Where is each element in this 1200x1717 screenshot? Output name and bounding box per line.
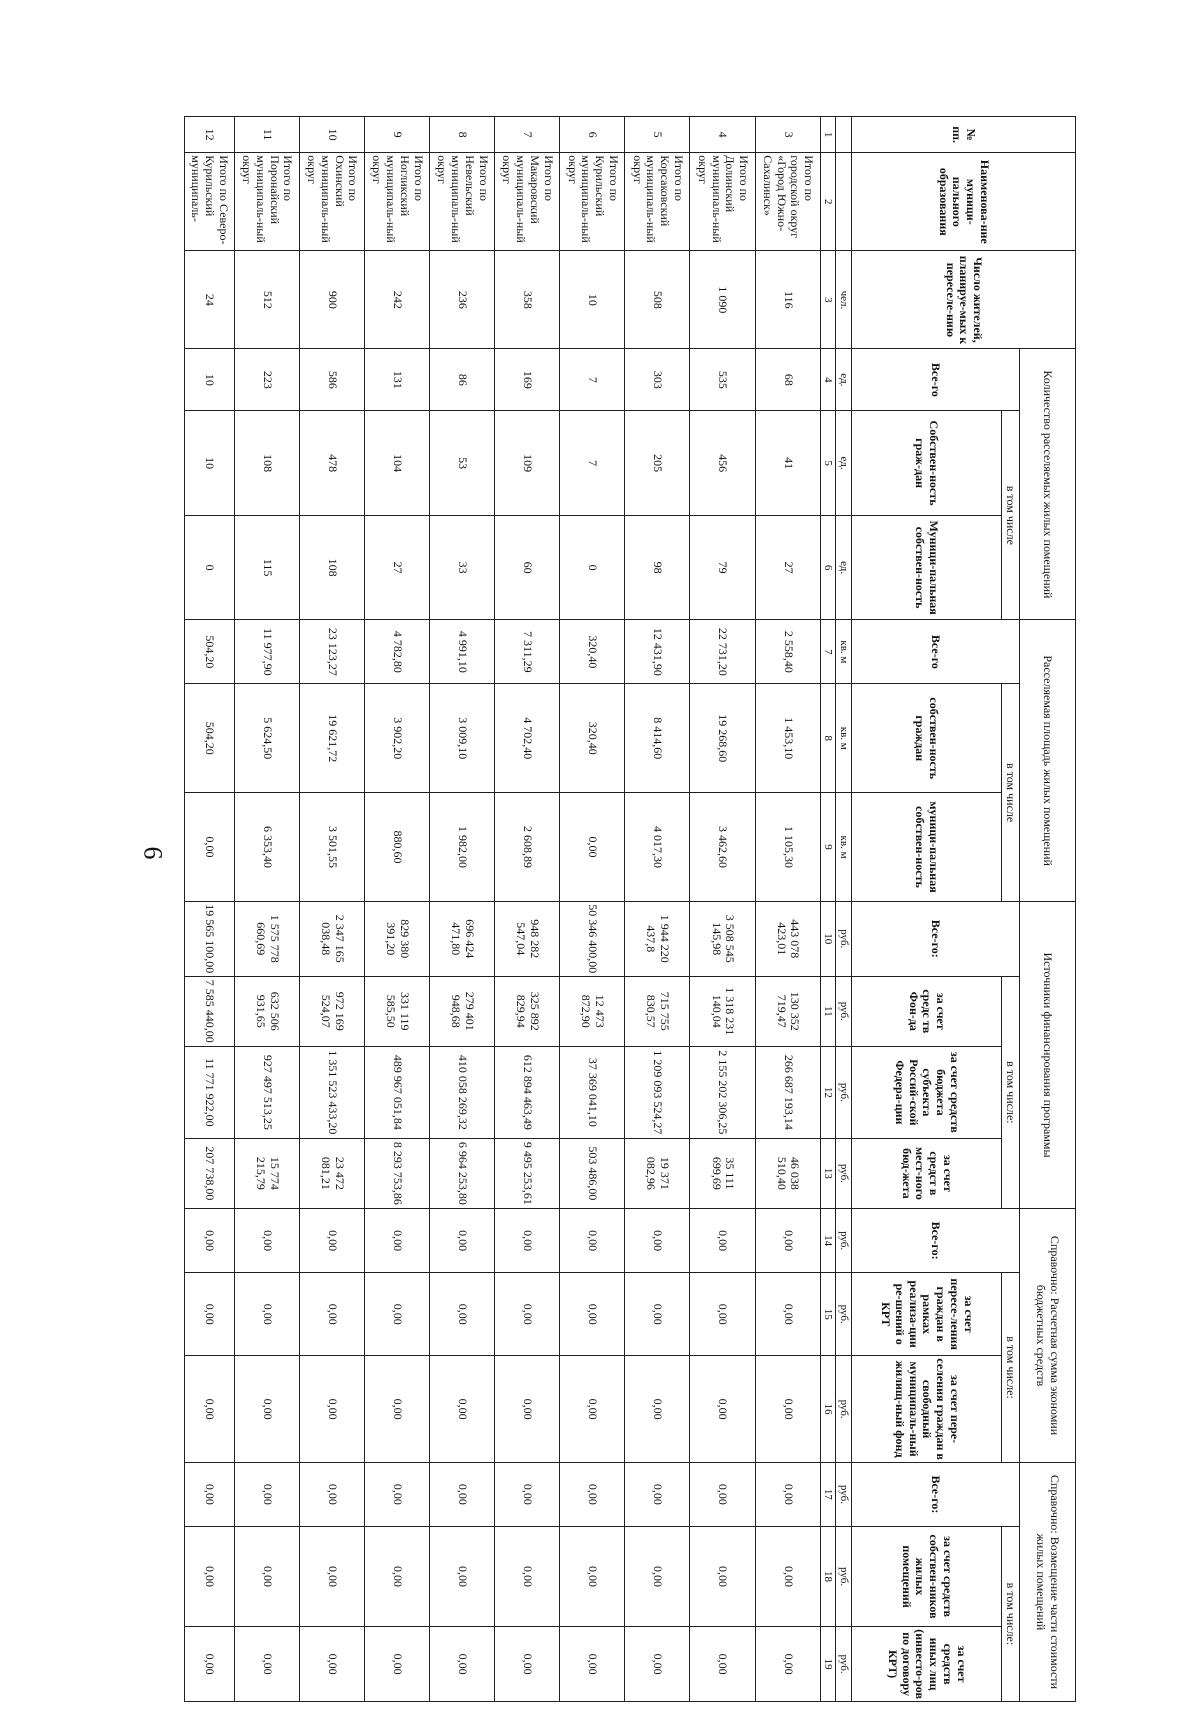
cell-fin-local: 8 293 753,86 bbox=[364, 1138, 429, 1208]
table-body bbox=[185, 117, 821, 1702]
cell-econ-total: 0,00 bbox=[185, 1209, 235, 1273]
cell-econ-total: 0,00 bbox=[755, 1209, 820, 1273]
cell-econ-krt: 0,00 bbox=[430, 1273, 495, 1356]
cell-area-mun: 3 462,60 bbox=[690, 793, 755, 902]
column-number-cell: 5 bbox=[820, 411, 836, 516]
cell-comp-total: 0,00 bbox=[364, 1462, 429, 1526]
cell-area-total: 23 123,27 bbox=[299, 620, 364, 684]
header-c18: за счет средств собствен-ников жилых помещений bbox=[852, 1526, 1002, 1626]
cell-fin-fund: 715 755 830,57 bbox=[625, 976, 690, 1046]
cell-fin-subj: 266 687 193,14 bbox=[755, 1046, 820, 1138]
cell-comp-total: 0,00 bbox=[755, 1462, 820, 1526]
cell-fin-fund: 1 318 231 140,04 bbox=[690, 976, 755, 1046]
header-c8: собствен-ность граждан bbox=[852, 684, 1002, 793]
cell-residents: 236 bbox=[430, 251, 495, 349]
cell-comp-other: 0,00 bbox=[185, 1627, 235, 1702]
cell-name: Итого по Макаровский муниципаль-ный округ bbox=[495, 153, 560, 251]
cell-comp-own: 0,00 bbox=[495, 1526, 560, 1626]
cell-econ-total: 0,00 bbox=[690, 1209, 755, 1273]
cell-comp-total: 0,00 bbox=[690, 1462, 755, 1526]
unit-cell: кв. м bbox=[836, 620, 852, 684]
table-row bbox=[234, 117, 299, 1702]
cell-residents: 24 bbox=[185, 251, 235, 349]
table-row bbox=[299, 117, 364, 1702]
header-incl-count: в том числе bbox=[1002, 411, 1020, 620]
unit-cell: чел. bbox=[836, 251, 852, 349]
header-c7: Все-го bbox=[852, 620, 1020, 684]
header-c13: за счет средст в мест-ного бюд-жета bbox=[852, 1138, 1002, 1208]
cell-name: Итого по Долинский муниципаль-ный округ bbox=[690, 153, 755, 251]
cell-no: 11 bbox=[234, 117, 299, 153]
cell-fin-fund: 325 892 829,94 bbox=[495, 976, 560, 1046]
column-number-cell: 7 bbox=[820, 620, 836, 684]
cell-residents: 242 bbox=[364, 251, 429, 349]
cell-area-total: 4 782,80 bbox=[364, 620, 429, 684]
column-number-cell: 2 bbox=[820, 153, 836, 251]
cell-area-total: 4 991,10 bbox=[430, 620, 495, 684]
cell-econ-total: 0,00 bbox=[234, 1209, 299, 1273]
cell-fin-subj: 1 209 093 524,27 bbox=[625, 1046, 690, 1138]
cell-fin-local: 35 111 699,69 bbox=[690, 1138, 755, 1208]
cell-area-total: 7 311,29 bbox=[495, 620, 560, 684]
cell-area-own: 3 009,10 bbox=[430, 684, 495, 793]
cell-cnt-mun: 79 bbox=[690, 515, 755, 620]
cell-name: Итого по Северо-Курильский муниципаль- bbox=[185, 153, 235, 251]
cell-econ-krt: 0,00 bbox=[299, 1273, 364, 1356]
cell-fin-local: 207 738,00 bbox=[185, 1138, 235, 1208]
cell-fin-subj: 2 155 202 306,25 bbox=[690, 1046, 755, 1138]
cell-no: 6 bbox=[560, 117, 625, 153]
cell-name: Итого по Ногликский муниципаль-ный округ bbox=[364, 153, 429, 251]
cell-fin-subj: 927 497 513,25 bbox=[234, 1046, 299, 1138]
header-c16: за счет пере-селения граждан в свободный муниципаль-ный жилищ-ный фонд bbox=[852, 1356, 1002, 1463]
cell-comp-total: 0,00 bbox=[560, 1462, 625, 1526]
cell-area-total: 12 431,90 bbox=[625, 620, 690, 684]
unit-cell: руб. bbox=[836, 1356, 852, 1463]
resettlement-table bbox=[184, 116, 1076, 1702]
cell-no: 7 bbox=[495, 117, 560, 153]
column-number-row bbox=[820, 117, 836, 1702]
header-c5: Собствен-ность граж-дан bbox=[852, 411, 1002, 516]
cell-fin-total: 3 508 545 145,98 bbox=[690, 901, 755, 976]
table-row bbox=[625, 117, 690, 1702]
cell-econ-free: 0,00 bbox=[560, 1356, 625, 1463]
cell-area-own: 5 624,50 bbox=[234, 684, 299, 793]
page-number: 6 bbox=[138, 846, 168, 860]
cell-cnt-total: 68 bbox=[755, 349, 820, 411]
header-c11: за счет средс тв Фон-да bbox=[852, 976, 1002, 1046]
cell-comp-other: 0,00 bbox=[364, 1627, 429, 1702]
cell-fin-total: 948 282 547,04 bbox=[495, 901, 560, 976]
cell-area-mun: 0,00 bbox=[560, 793, 625, 902]
cell-comp-own: 0,00 bbox=[690, 1526, 755, 1626]
cell-residents: 116 bbox=[755, 251, 820, 349]
column-number-cell: 10 bbox=[820, 901, 836, 976]
units-row bbox=[836, 117, 852, 1702]
cell-area-total: 11 977,90 bbox=[234, 620, 299, 684]
cell-residents: 358 bbox=[495, 251, 560, 349]
cell-area-own: 320,40 bbox=[560, 684, 625, 793]
cell-fin-total: 1 575 778 660,69 bbox=[234, 901, 299, 976]
cell-fin-total: 443 078 423,01 bbox=[755, 901, 820, 976]
cell-econ-free: 0,00 bbox=[625, 1356, 690, 1463]
header-no: № пп. bbox=[852, 117, 1076, 153]
unit-cell: ед. bbox=[836, 349, 852, 411]
cell-comp-own: 0,00 bbox=[560, 1526, 625, 1626]
cell-econ-total: 0,00 bbox=[495, 1209, 560, 1273]
cell-cnt-total: 223 bbox=[234, 349, 299, 411]
cell-cnt-mun: 115 bbox=[234, 515, 299, 620]
table-row bbox=[755, 117, 820, 1702]
cell-econ-total: 0,00 bbox=[430, 1209, 495, 1273]
cell-econ-free: 0,00 bbox=[495, 1356, 560, 1463]
cell-area-mun: 0,00 bbox=[185, 793, 235, 902]
cell-residents: 1 090 bbox=[690, 251, 755, 349]
unit-cell: кв. м bbox=[836, 684, 852, 793]
cell-no: 10 bbox=[299, 117, 364, 153]
cell-cnt-mun: 0 bbox=[185, 515, 235, 620]
column-number-cell: 18 bbox=[820, 1526, 836, 1626]
cell-comp-other: 0,00 bbox=[234, 1627, 299, 1702]
cell-fin-subj: 612 894 463,49 bbox=[495, 1046, 560, 1138]
cell-residents: 508 bbox=[625, 251, 690, 349]
cell-fin-total: 50 346 400,00 bbox=[560, 901, 625, 976]
cell-cnt-mun: 27 bbox=[364, 515, 429, 620]
column-number-cell: 9 bbox=[820, 793, 836, 902]
cell-cnt-total: 7 bbox=[560, 349, 625, 411]
cell-cnt-total: 131 bbox=[364, 349, 429, 411]
cell-cnt-mun: 60 bbox=[495, 515, 560, 620]
cell-econ-free: 0,00 bbox=[755, 1356, 820, 1463]
cell-comp-total: 0,00 bbox=[299, 1462, 364, 1526]
cell-cnt-own: 109 bbox=[495, 411, 560, 516]
cell-comp-own: 0,00 bbox=[364, 1526, 429, 1626]
cell-cnt-own: 41 bbox=[755, 411, 820, 516]
cell-econ-krt: 0,00 bbox=[625, 1273, 690, 1356]
cell-area-mun: 3 501,55 bbox=[299, 793, 364, 902]
cell-cnt-own: 53 bbox=[430, 411, 495, 516]
cell-residents: 512 bbox=[234, 251, 299, 349]
cell-fin-local: 6 964 253,80 bbox=[430, 1138, 495, 1208]
cell-area-mun: 1 982,00 bbox=[430, 793, 495, 902]
unit-cell: руб. bbox=[836, 1046, 852, 1138]
header-c14: Все-го: bbox=[852, 1209, 1020, 1273]
cell-econ-total: 0,00 bbox=[299, 1209, 364, 1273]
unit-cell: руб. bbox=[836, 1462, 852, 1526]
header-c6: Муници-пальная собствен-ность bbox=[852, 515, 1002, 620]
unit-cell: ед. bbox=[836, 411, 852, 516]
cell-comp-own: 0,00 bbox=[755, 1526, 820, 1626]
unit-cell: руб. bbox=[836, 1526, 852, 1626]
cell-fin-local: 503 486,00 bbox=[560, 1138, 625, 1208]
column-number-cell: 3 bbox=[820, 251, 836, 349]
cell-econ-free: 0,00 bbox=[690, 1356, 755, 1463]
header-c10: Все-го: bbox=[852, 901, 1020, 976]
cell-area-own: 504,20 bbox=[185, 684, 235, 793]
cell-comp-total: 0,00 bbox=[185, 1462, 235, 1526]
table-row bbox=[690, 117, 755, 1702]
cell-area-own: 19 621,72 bbox=[299, 684, 364, 793]
cell-no: 3 bbox=[755, 117, 820, 153]
column-number-cell: 8 bbox=[820, 684, 836, 793]
cell-fin-subj: 11 771 922,00 bbox=[185, 1046, 235, 1138]
header-c19: за счет средств иных лиц (инвесто-ров по договору КРТ) bbox=[852, 1627, 1002, 1702]
unit-cell: руб. bbox=[836, 1273, 852, 1356]
cell-comp-other: 0,00 bbox=[690, 1627, 755, 1702]
cell-fin-fund: 632 506 931,65 bbox=[234, 976, 299, 1046]
cell-area-total: 320,40 bbox=[560, 620, 625, 684]
column-number-cell: 12 bbox=[820, 1046, 836, 1138]
unit-cell: ед. bbox=[836, 515, 852, 620]
rotated-table-container bbox=[184, 116, 1076, 1702]
cell-fin-subj: 489 967 051,84 bbox=[364, 1046, 429, 1138]
cell-cnt-mun: 108 bbox=[299, 515, 364, 620]
cell-no: 9 bbox=[364, 117, 429, 153]
cell-area-mun: 1 105,30 bbox=[755, 793, 820, 902]
cell-name: Итого по Корсаковский муниципаль-ный округ bbox=[625, 153, 690, 251]
table-row bbox=[185, 117, 235, 1702]
cell-area-mun: 6 353,40 bbox=[234, 793, 299, 902]
cell-comp-total: 0,00 bbox=[234, 1462, 299, 1526]
header-c9: муници-пальная собствен-ность bbox=[852, 793, 1002, 902]
cell-comp-total: 0,00 bbox=[495, 1462, 560, 1526]
cell-cnt-mun: 0 bbox=[560, 515, 625, 620]
cell-area-own: 3 902,20 bbox=[364, 684, 429, 793]
unit-cell bbox=[836, 117, 852, 153]
cell-area-mun: 2 608,89 bbox=[495, 793, 560, 902]
header-incl-econ: в том числе: bbox=[1002, 1273, 1020, 1463]
cell-fin-total: 829 380 391,20 bbox=[364, 901, 429, 976]
cell-cnt-own: 104 bbox=[364, 411, 429, 516]
cell-econ-free: 0,00 bbox=[185, 1356, 235, 1463]
unit-cell: кв. м bbox=[836, 793, 852, 902]
cell-econ-free: 0,00 bbox=[430, 1356, 495, 1463]
cell-comp-other: 0,00 bbox=[495, 1627, 560, 1702]
cell-fin-local: 9 495 253,61 bbox=[495, 1138, 560, 1208]
cell-no: 5 bbox=[625, 117, 690, 153]
cell-name: Итого по Курильский муниципаль-ный округ bbox=[560, 153, 625, 251]
unit-cell: руб. bbox=[836, 1138, 852, 1208]
header-incl-fin: в том числе: bbox=[1002, 976, 1020, 1209]
cell-cnt-mun: 98 bbox=[625, 515, 690, 620]
cell-area-own: 8 414,60 bbox=[625, 684, 690, 793]
cell-comp-own: 0,00 bbox=[185, 1526, 235, 1626]
cell-area-own: 4 702,40 bbox=[495, 684, 560, 793]
column-number-cell: 14 bbox=[820, 1209, 836, 1273]
table-row bbox=[560, 117, 625, 1702]
cell-econ-krt: 0,00 bbox=[185, 1273, 235, 1356]
cell-name: Итого по городской округ «Город Южно-Сахалинск» bbox=[755, 153, 820, 251]
cell-econ-total: 0,00 bbox=[560, 1209, 625, 1273]
cell-residents: 900 bbox=[299, 251, 364, 349]
cell-cnt-total: 169 bbox=[495, 349, 560, 411]
cell-fin-local: 23 472 081,21 bbox=[299, 1138, 364, 1208]
cell-econ-krt: 0,00 bbox=[364, 1273, 429, 1356]
header-area-group: Расселяемая площадь жилых помещений bbox=[1020, 620, 1076, 902]
column-number-cell: 1 bbox=[820, 117, 836, 153]
cell-fin-total: 1 944 220 437,8 bbox=[625, 901, 690, 976]
header-incl-comp: в том числе: bbox=[1002, 1526, 1020, 1701]
header-compensation-group: Справочно: Возмещение части стоимости жилых помещений bbox=[1020, 1462, 1076, 1701]
column-number-cell: 15 bbox=[820, 1273, 836, 1356]
cell-area-own: 19 268,60 bbox=[690, 684, 755, 793]
header-c4: Все-го bbox=[852, 349, 1020, 411]
table-row bbox=[364, 117, 429, 1702]
column-number-cell: 13 bbox=[820, 1138, 836, 1208]
unit-cell: руб. bbox=[836, 976, 852, 1046]
unit-cell: руб. bbox=[836, 1627, 852, 1702]
cell-fin-total: 19 565 100,00 bbox=[185, 901, 235, 976]
cell-name: Итого по Поронайский муниципаль-ный округ bbox=[234, 153, 299, 251]
cell-fin-total: 696 424 471,80 bbox=[430, 901, 495, 976]
header-c12: за счет средств бюджета субъекта Россий-ской Федера-ции bbox=[852, 1046, 1002, 1138]
cell-comp-other: 0,00 bbox=[755, 1627, 820, 1702]
header-incl-area: в том числе bbox=[1002, 684, 1020, 902]
cell-fin-fund: 130 352 719,47 bbox=[755, 976, 820, 1046]
cell-comp-other: 0,00 bbox=[299, 1627, 364, 1702]
cell-econ-free: 0,00 bbox=[364, 1356, 429, 1463]
cell-comp-other: 0,00 bbox=[560, 1627, 625, 1702]
cell-econ-krt: 0,00 bbox=[690, 1273, 755, 1356]
cell-fin-fund: 331 119 585,50 bbox=[364, 976, 429, 1046]
header-c17: Все-го: bbox=[852, 1462, 1020, 1526]
header-financing-group: Источники финансирования программы bbox=[1020, 901, 1076, 1208]
cell-fin-fund: 7 585 440,00 bbox=[185, 976, 235, 1046]
cell-econ-free: 0,00 bbox=[234, 1356, 299, 1463]
cell-area-mun: 880,60 bbox=[364, 793, 429, 902]
cell-name: Итого по Невельский муниципаль-ный округ bbox=[430, 153, 495, 251]
cell-fin-subj: 410 058 269,32 bbox=[430, 1046, 495, 1138]
cell-cnt-total: 303 bbox=[625, 349, 690, 411]
column-number-cell: 19 bbox=[820, 1627, 836, 1702]
cell-econ-total: 0,00 bbox=[625, 1209, 690, 1273]
cell-fin-fund: 972 169 524,07 bbox=[299, 976, 364, 1046]
cell-econ-total: 0,00 bbox=[364, 1209, 429, 1273]
cell-econ-krt: 0,00 bbox=[234, 1273, 299, 1356]
cell-no: 4 bbox=[690, 117, 755, 153]
cell-name: Итого по Охинский муниципаль-ный округ bbox=[299, 153, 364, 251]
header-residents: Число жителей, планируе-мых к переселе-нию bbox=[852, 251, 1076, 349]
cell-comp-own: 0,00 bbox=[299, 1526, 364, 1626]
unit-cell: руб. bbox=[836, 901, 852, 976]
cell-fin-subj: 37 369 041,10 bbox=[560, 1046, 625, 1138]
cell-comp-own: 0,00 bbox=[430, 1526, 495, 1626]
unit-cell bbox=[836, 153, 852, 251]
cell-cnt-total: 535 bbox=[690, 349, 755, 411]
column-number-cell: 4 bbox=[820, 349, 836, 411]
cell-fin-total: 2 347 165 038,48 bbox=[299, 901, 364, 976]
cell-cnt-own: 10 bbox=[185, 411, 235, 516]
cell-comp-own: 0,00 bbox=[625, 1526, 690, 1626]
cell-cnt-own: 478 bbox=[299, 411, 364, 516]
cell-cnt-total: 586 bbox=[299, 349, 364, 411]
header-name: Наименова-ние муници-пального образования bbox=[852, 153, 1076, 251]
cell-fin-local: 19 371 082,96 bbox=[625, 1138, 690, 1208]
cell-area-total: 22 731,20 bbox=[690, 620, 755, 684]
column-number-cell: 11 bbox=[820, 976, 836, 1046]
table-row bbox=[430, 117, 495, 1702]
header-count-group: Количество расселяемых жилых помещений bbox=[1020, 349, 1076, 620]
cell-fin-fund: 279 401 948,68 bbox=[430, 976, 495, 1046]
cell-cnt-total: 86 bbox=[430, 349, 495, 411]
column-number-cell: 6 bbox=[820, 515, 836, 620]
cell-cnt-own: 7 bbox=[560, 411, 625, 516]
cell-fin-local: 46 038 510,40 bbox=[755, 1138, 820, 1208]
cell-econ-krt: 0,00 bbox=[495, 1273, 560, 1356]
cell-comp-total: 0,00 bbox=[430, 1462, 495, 1526]
cell-area-total: 504,20 bbox=[185, 620, 235, 684]
cell-cnt-mun: 27 bbox=[755, 515, 820, 620]
cell-comp-other: 0,00 bbox=[625, 1627, 690, 1702]
table-row bbox=[495, 117, 560, 1702]
cell-comp-own: 0,00 bbox=[234, 1526, 299, 1626]
cell-area-own: 1 453,10 bbox=[755, 684, 820, 793]
cell-fin-local: 15 774 215,79 bbox=[234, 1138, 299, 1208]
cell-econ-krt: 0,00 bbox=[560, 1273, 625, 1356]
cell-cnt-own: 205 bbox=[625, 411, 690, 516]
cell-cnt-mun: 33 bbox=[430, 515, 495, 620]
header-c15: за счет пересе-ления граждан в рамках реализа-ции ре-шений о КРТ bbox=[852, 1273, 1002, 1356]
cell-area-mun: 4 017,30 bbox=[625, 793, 690, 902]
cell-econ-krt: 0,00 bbox=[755, 1273, 820, 1356]
cell-fin-subj: 1 351 523 433,20 bbox=[299, 1046, 364, 1138]
cell-area-total: 2 558,40 bbox=[755, 620, 820, 684]
column-number-cell: 17 bbox=[820, 1462, 836, 1526]
cell-cnt-total: 10 bbox=[185, 349, 235, 411]
cell-comp-other: 0,00 bbox=[430, 1627, 495, 1702]
cell-residents: 10 bbox=[560, 251, 625, 349]
cell-fin-fund: 12 473 872,90 bbox=[560, 976, 625, 1046]
cell-no: 12 bbox=[185, 117, 235, 153]
header-economy-group: Справочно: Расчетная сумма экономии бюджетных средств bbox=[1020, 1209, 1076, 1463]
cell-comp-total: 0,00 bbox=[625, 1462, 690, 1526]
cell-cnt-own: 456 bbox=[690, 411, 755, 516]
unit-cell: руб. bbox=[836, 1209, 852, 1273]
column-number-cell: 16 bbox=[820, 1356, 836, 1463]
cell-no: 8 bbox=[430, 117, 495, 153]
cell-econ-free: 0,00 bbox=[299, 1356, 364, 1463]
cell-cnt-own: 108 bbox=[234, 411, 299, 516]
